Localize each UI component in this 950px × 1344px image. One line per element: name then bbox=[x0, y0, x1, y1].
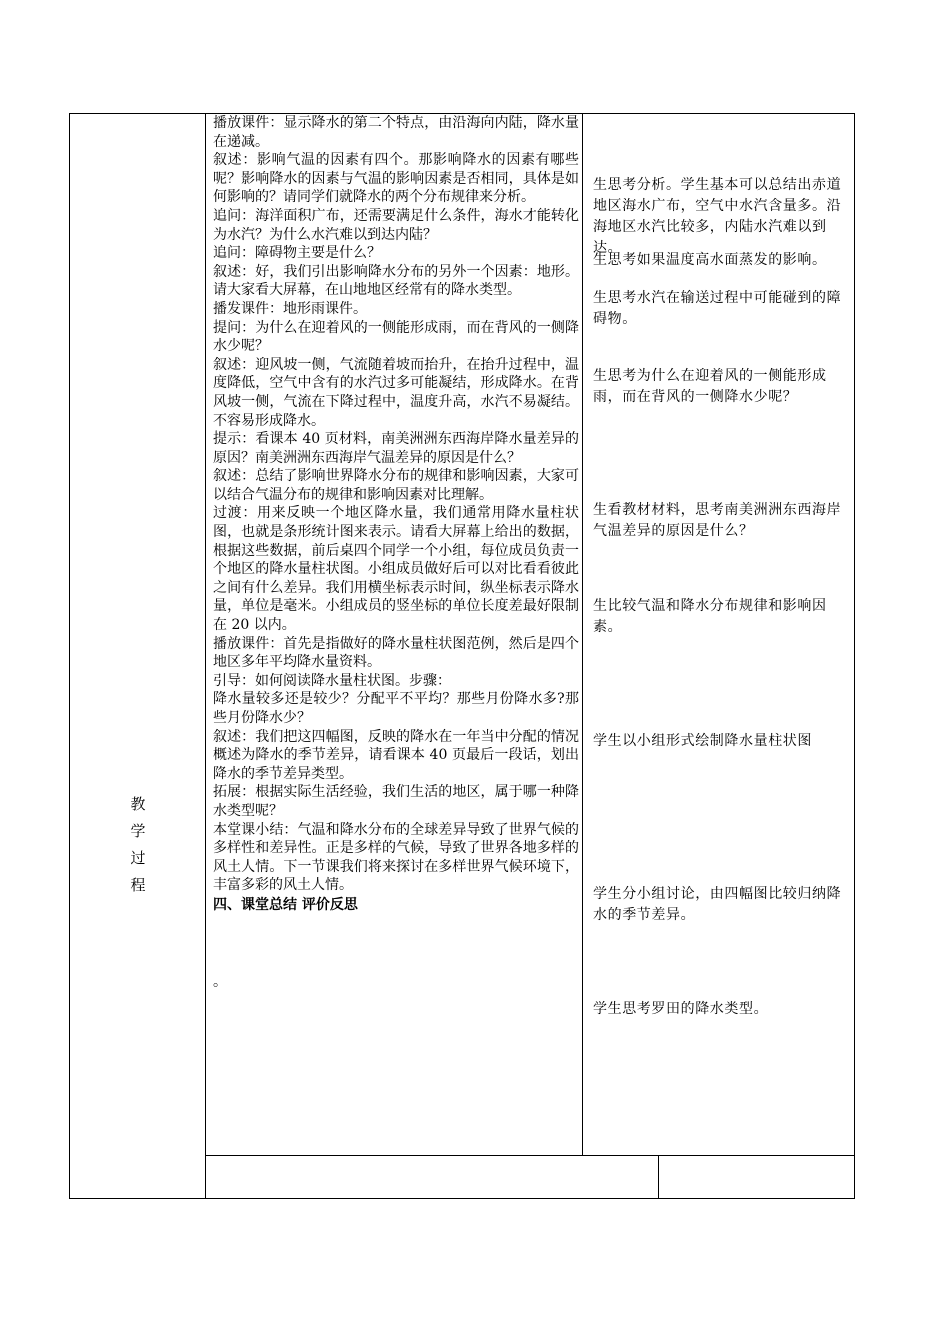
teacher-line: 降水量较多还是较少？分配平不平均？那些月份降水多?那些月份降水少？ bbox=[213, 691, 579, 726]
teacher-line: 播发课件：地形雨课件。 bbox=[213, 300, 367, 317]
student-note bbox=[593, 999, 847, 1020]
trailing-mark: 。 bbox=[213, 973, 227, 990]
section-label-teaching-process bbox=[118, 791, 158, 899]
student-note bbox=[593, 884, 847, 926]
table-divider-bottom-row bbox=[205, 1155, 855, 1156]
teacher-line: 播放课件：首先是指做好的降水量柱状图范例，然后是四个地区多年平均降水量资料。 bbox=[213, 635, 579, 671]
student-note-text: 生思考如果温度高水面蒸发的影响。 bbox=[593, 252, 827, 268]
teacher-line: 引导：如何阅读降水量柱状图。步骤： bbox=[213, 672, 451, 689]
teacher-line: 播放课件：显示降水的第二个特点，由沿海向内陆，降水量在递减。 bbox=[213, 115, 579, 150]
teacher-line: 追问：海洋面积广布，还需要满足什么条件，海水才能转化为水汽？为什么水汽难以到达内陆？ bbox=[213, 207, 579, 243]
section-label-char: 教 bbox=[130, 795, 146, 813]
student-note bbox=[593, 596, 847, 638]
teacher-line: 提示：看课本 40 页材料，南美洲洲东西海岸降水量差异的原因？南美洲洲东西海岸气温差异的原因是什么？ bbox=[213, 431, 579, 466]
teacher-line: 提问：为什么在迎着风的一侧能形成雨，而在背风的一侧降水少呢？ bbox=[213, 319, 579, 355]
student-note bbox=[593, 175, 847, 259]
teacher-line: 叙述：总结了影响世界降水分布的规律和影响因素，大家可以结合气温分布的规律和影响因素对比理解。 bbox=[213, 468, 579, 503]
teacher-line: 叙述：好，我们引出影响降水分布的另外一个因素：地形。请大家看大屏幕，在山地地区经常有的降水类型。 bbox=[213, 263, 579, 299]
table-divider-bottom-cell bbox=[658, 1155, 659, 1199]
student-note-text: 学生思考罗田的降水类型。 bbox=[593, 1001, 769, 1017]
student-note bbox=[593, 288, 847, 330]
teacher-line: 本堂课小结：气温和降水分布的全球差异导致了世界气候的多样性和差异性。正是多样的气候，导致了世界各地多样的风土人情。下一节课我们将来探讨在多样世界气候环境下，丰富多彩的风土人情。 bbox=[213, 821, 579, 894]
student-note-text: 生思考为什么在迎着风的一侧能形成雨，而在背风的一侧降水少呢？ bbox=[593, 368, 827, 405]
teacher-line: 追问：障碍物主要是什么？ bbox=[213, 245, 381, 262]
teacher-activities-column bbox=[213, 114, 579, 991]
student-note-text: 生比较气温和降水分布规律和影响因素。 bbox=[593, 598, 827, 635]
student-note bbox=[593, 731, 847, 752]
teacher-line: 拓展：根据实际生活经验，我们生活的地区，属于哪一种降水类型呢？ bbox=[213, 784, 579, 819]
student-note bbox=[593, 250, 847, 271]
section-heading: 四、课堂总结 评价反思 bbox=[213, 896, 358, 913]
teacher-line: 叙述：迎风坡一侧，气流随着坡而抬升，在抬升过程中，温度降低，空气中含有的水汽过多可能凝结，形成降水。在背风坡一侧，气流在下降过程中，温度升高，水汽不易凝结。不容易形成降水。 bbox=[213, 356, 579, 429]
student-note bbox=[593, 500, 847, 542]
student-note-text: 生思考分析。学生基本可以总结出赤道地区海水广布，空气中水汽含量多。沿海地区水汽比较多，内陆水汽难以到达。 bbox=[593, 177, 842, 256]
student-note-text: 学生以小组形式绘制降水量柱状图 bbox=[593, 733, 812, 749]
section-label-char: 学 bbox=[130, 822, 146, 840]
table-divider-left bbox=[205, 113, 206, 1199]
section-label-char: 过 bbox=[130, 849, 146, 867]
student-note-text: 学生分小组讨论，由四幅图比较归纳降水的季节差异。 bbox=[593, 886, 842, 923]
section-label-char: 程 bbox=[130, 876, 146, 894]
teacher-line: 叙述：影响气温的因素有四个。那影响降水的因素有哪些呢？影响降水的因素与气温的影响因素是否相同，具体是如何影响的？请同学们就降水的两个分布规律来分析。 bbox=[213, 152, 579, 206]
student-note-text: 生思考水汽在输送过程中可能碰到的障碍物。 bbox=[593, 290, 842, 327]
student-note bbox=[593, 366, 847, 408]
teacher-line: 过渡：用来反映一个地区降水量，我们通常用降水量柱状图，也就是条形统计图来表示。请看大屏幕上给出的数据，根据这些数据，前后桌四个同学一个小组，每位成员负责一个地区的降水量柱状图。小组成员做好后可以对比看看彼此之间有什么差异。我们用横坐标表示时间，纵坐标表示降水量，单位是毫米。小组成员的竖坐标的单位长度差最好限制在 20 以内。 bbox=[213, 505, 579, 634]
student-note-text: 生看教材材料，思考南美洲洲东西海岸气温差异的原因是什么？ bbox=[593, 502, 842, 539]
teacher-line: 叙述：我们把这四幅图，反映的降水在一年当中分配的情况概述为降水的季节差异，请看课本 40 页最后一段话，划出降水的季节差异类型。 bbox=[213, 728, 579, 782]
table-divider-middle bbox=[582, 113, 583, 1155]
